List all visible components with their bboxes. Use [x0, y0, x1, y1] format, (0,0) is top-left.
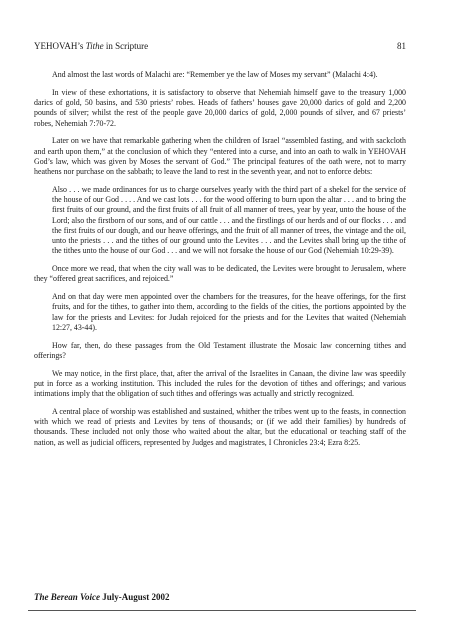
running-title-suffix: in Scripture [103, 41, 149, 51]
footer-rule [28, 610, 416, 611]
paragraph: We may notice, in the first place, that, after the arrival of the Israelites in Canaan, the divine law was speedily put in force as a working institution. This included the rules for the devotion of tithes and offerings; and various intimations imply that the obligation of such tithes and offerings was actually and strictly recognized. [34, 368, 406, 399]
page-footer [34, 591, 170, 603]
block-quote: Also . . . we made ordinances for us to charge ourselves yearly with the third part of a shekel for the service of the house of our God . . . . And we cast lots . . . for the wood offering to burn upon the altar . . . and to bring the first fruits of our ground, and the first fruits of all fruit of all manner of trees, year by year, unto the house of the Lord; also the firstborn of our sons, and of our cattle . . . and the firstlings of our herds and of our flocks . . . and the first fruits of our dough, and our heave offerings, and the fruit of all manner of trees, the vintage and the oil, unto the priests . . . and the tithes of our ground unto the Levites . . . and the Levites shall bring up the tithe of the tithes unto the house of our God . . . and we will not forsake the house of our God (Nehemiah 10:29-39). [52, 184, 406, 256]
running-title-prefix: YEHOVAH’s [34, 41, 86, 51]
paragraph: Later on we have that remarkable gathering when the children of Israel “assembled fasting, and with sackcloth and earth upon them,” at the conclusion of which they “entered into a curse, and into an oath to walk in YEHOVAH God’s law, which was given by Moses the servant of God.” The principal features of the oath were, not to marry heathens nor purchase on the sabbath; to leave the land to rest in the seventh year, and not to enforce debts: [34, 136, 406, 176]
publication-name: The Berean Voice [34, 592, 100, 602]
block-quote: And on that day were men appointed over the chambers for the treasures, for the heave offerings, for the first fruits, and for the tithes, to gather into them, according to the fields of the cities, the portions appointed by the law for the priests and Levites: for Judah rejoiced for the priests and for the Levites that waited (Nehemiah 12:27, 43-44). [52, 292, 406, 332]
paragraph: In view of these exhortations, it is satisfactory to observe that Nehemiah himself gave to the treasury 1,000 darics of gold, 50 basins, and 530 priests’ robes. Heads of fathers’ houses gave 20,000 darics of gold and 2,200 pounds of silver; whilst the rest of the people gave 20,000 darics of gold, 2,000 pounds of silver, and 67 priests’ robes, Nehemiah 7:70-72. [34, 87, 406, 128]
running-header [34, 40, 406, 52]
running-title [34, 40, 148, 52]
issue-date: July-August 2002 [100, 592, 170, 602]
paragraph: A central place of worship was established and sustained, whither the tribes went up to the feasts, in connection with which we read of priests and Levites by tens of thousands; or (if we add their families) by hundreds of thousands. These included not only those who waited about the altar, but the educational or teaching staff of the nation, as well as judicial officers, represented by Judges and magistrates, I Chronicles 23:4; Ezra 8:25. [34, 406, 406, 447]
paragraph: And almost the last words of Malachi are: “Remember ye the law of Moses my servant” (Malachi 4:4). [52, 70, 378, 79]
paragraph: How far, then, do these passages from the Old Testament illustrate the Mosaic law concerning tithes and offerings? [34, 340, 406, 360]
paragraph: Once more we read, that when the city wall was to be dedicated, the Levites were brought to Jerusalem, where they “offered great sacrifices, and rejoiced.” [34, 264, 406, 284]
article-body [34, 70, 406, 455]
page-number: 81 [397, 41, 406, 51]
running-title-italic: Tithe [85, 41, 104, 51]
